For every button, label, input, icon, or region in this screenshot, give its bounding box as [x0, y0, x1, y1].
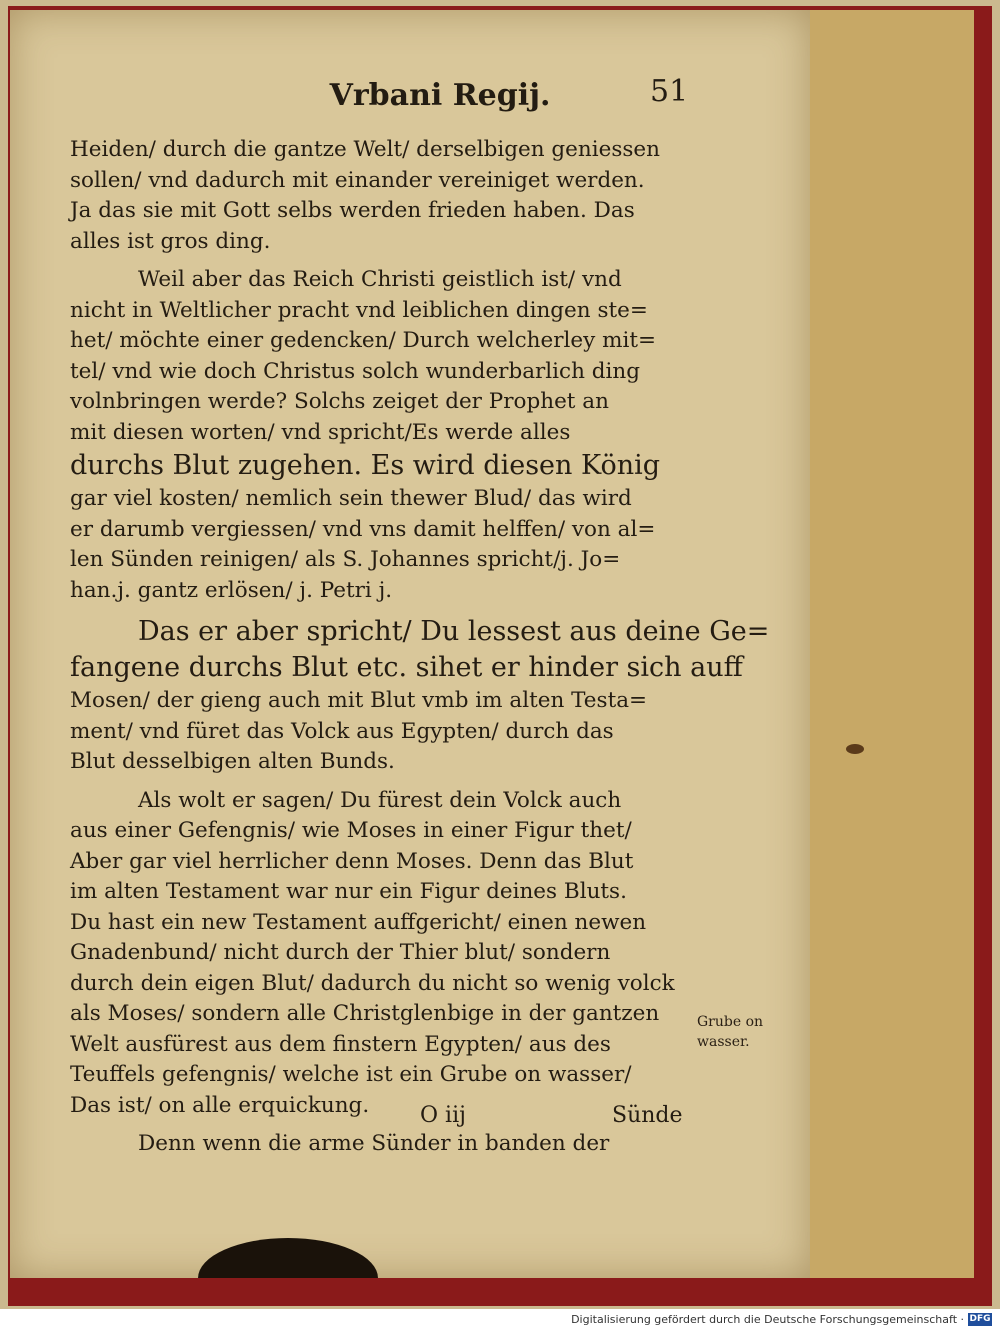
paragraph — [70, 1129, 710, 1160]
text-line: Aber gar viel herrlicher denn Moses. Denn das Blut — [70, 848, 634, 874]
text-line: volnbringen werde? Solchs zeiget der Prophet an — [70, 389, 609, 414]
text-line: Das ist/ on alle erquickung. — [70, 1092, 370, 1118]
text-line: mit diesen worten/ vnd spricht/Es werde alles — [70, 419, 571, 445]
paper-speck — [846, 744, 864, 754]
text-line: er darumb vergiessen/ vnd vns damit helffen/ von al= — [70, 516, 656, 542]
margin-note — [697, 1012, 807, 1052]
text-line: nicht in Weltlicher pracht vnd leiblichen dingen ste= — [70, 297, 648, 323]
paragraph — [70, 135, 710, 257]
text-line: ment/ vnd füret das Volck aus Egypten/ durch das — [70, 718, 614, 744]
text-line: Welt ausfürest aus dem finstern Egypten/ aus des — [70, 1031, 611, 1057]
text-line: als Moses/ sondern alle Christglenbige in der gantzen — [70, 1001, 660, 1026]
text-line: im alten Testament war nur ein Figur deines Bluts. — [70, 879, 627, 904]
margin-note-line: Grube on — [697, 1014, 764, 1030]
text-line: Teuffels gefengnis/ welche ist ein Grube on wasser/ — [70, 1062, 632, 1087]
running-title: Vrbani Regij. — [329, 78, 551, 113]
text-line: aus einer Gefengnis/ wie Moses in einer Figur thet/ — [70, 818, 632, 843]
page-edge — [810, 10, 974, 1278]
paragraph — [70, 265, 710, 606]
text-line-emphasis: Das er aber spricht/ Du lessest aus deine Ge= — [138, 616, 770, 647]
text-line: Heiden/ durch die gantze Welt/ derselbigen geniessen — [70, 137, 660, 162]
text-line: tel/ vnd wie doch Christus solch wunderbarlich ding — [70, 358, 641, 384]
text-line-emphasis: fangene durchs Blut etc. sihet er hinder sich auff — [70, 652, 743, 683]
catchword: Sünde — [612, 1103, 683, 1128]
text-line: Mosen/ der gieng auch mit Blut vmb im alten Testa= — [70, 688, 648, 713]
text-line: Als wolt er sagen/ Du fürest dein Volck auch — [138, 787, 622, 813]
paragraph — [70, 786, 710, 1122]
text-line: alles ist gros ding. — [70, 228, 271, 254]
paragraph — [70, 614, 770, 778]
text-line: sollen/ vnd dadurch mit einander vereiniget werden. — [70, 167, 645, 193]
text-line: Blut desselbigen alten Bunds. — [70, 749, 395, 774]
text-line: het/ möchte einer gedencken/ Durch welcherley mit= — [70, 328, 657, 353]
text-line: durch dein eigen Blut/ dadurch du nicht so wenig volck — [70, 970, 675, 996]
text-line: gar viel kosten/ nemlich sein thewer Blud/ das wird — [70, 486, 632, 511]
text-line: Denn wenn die arme Sünder in banden der — [138, 1131, 610, 1156]
text-line: Weil aber das Reich Christi geistlich ist/ vnd — [138, 267, 622, 292]
signature-mark: O iij — [420, 1103, 466, 1128]
text-line: Gnadenbund/ nicht durch der Thier blut/ sondern — [70, 940, 611, 965]
margin-note-line: wasser. — [697, 1034, 750, 1050]
text-line-emphasis: durchs Blut zugehen. Es wird diesen König — [70, 450, 661, 481]
dfg-logo-icon: DFG — [969, 1314, 991, 1324]
page-number: 51 — [650, 74, 689, 109]
text-line: len Sünden reinigen/ als S. Johannes spricht/j. Jo= — [70, 547, 621, 572]
funding-credit: Digitalisierung gefördert durch die Deutsche Forschungsgemeinschaft · — [571, 1313, 964, 1326]
body-text — [70, 135, 770, 1168]
text-line: han.j. gantz erlösen/ j. Petri j. — [70, 577, 393, 603]
text-line: Ja das sie mit Gott selbs werden frieden haben. Das — [70, 198, 635, 223]
text-line: Du hast ein new Testament auffgericht/ einen newen — [70, 909, 647, 935]
